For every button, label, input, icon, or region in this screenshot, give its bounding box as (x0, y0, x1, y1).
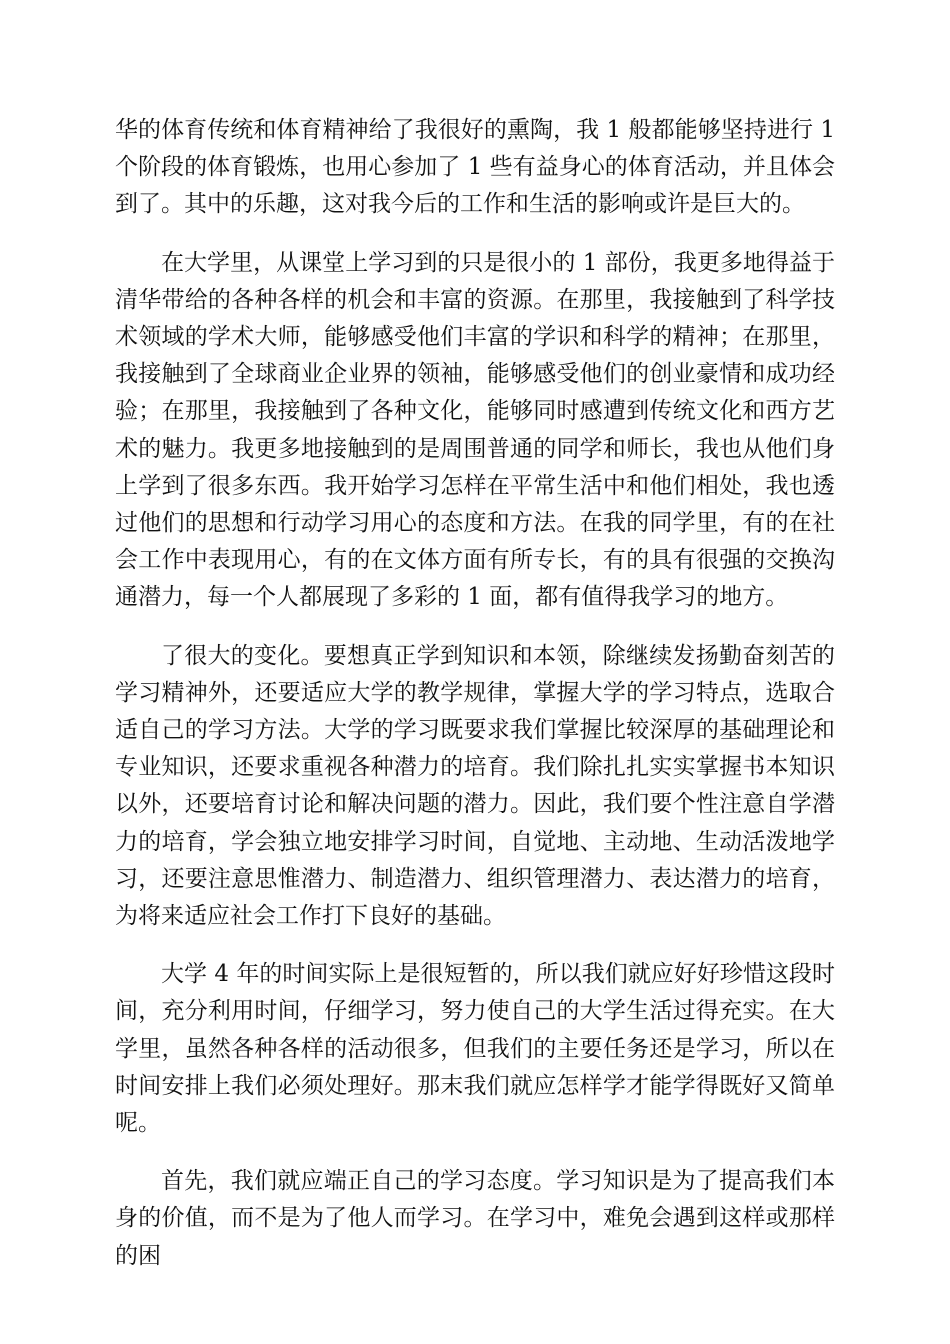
paragraph-2: 在大学里，从课堂上学习到的只是很小的 1 部份，我更多地得益于清华带给的各种各样的机会和丰富的资源。在那里，我接触到了科学技术领域的学术大师，能够感受他们丰富的学识和科学的精神；在那里，我接触到了全球商业企业界的领袖，能够感受他们的创业豪情和成功经验；在那里，我接触到了各种文化，能够同时感遭到传统文化和西方艺术的魅力。我更多地接触到的是周围普通的同学和师长，我也从他们身上学到了很多东西。我开始学习怎样在平常生活中和他们相处，我也透过他们的思想和行动学习用心的态度和方法。在我的同学里，有的在社会工作中表现用心，有的在文体方面有所专长，有的具有很强的交换沟通潜力，每一个人都展现了多彩的 1 面，都有值得我学习的地方。 (115, 249, 835, 611)
paragraph-4: 大学 4 年的时间实际上是很短暂的，所以我们就应好好珍惜这段时间，充分利用时间，仔细学习，努力使自己的大学生活过得充实。在大学里，虽然各种各样的活动很多，但我们的主要任务还是学习，所以在时间安排上我们必须处理好。那末我们就应怎样学才能学得既好又简单呢。 (115, 961, 835, 1137)
paragraph-3: 了很大的变化。要想真正学到知识和本领，除继续发扬勤奋刻苦的学习精神外，还要适应大学的教学规律，掌握大学的学习特点，选取合适自己的学习方法。大学的学习既要求我们掌握比较深厚的基础理论和专业知识，还要求重视各种潜力的培育。我们除扎扎实实掌握书本知识以外，还要培育讨论和解决问题的潜力。因此，我们要个性注意自学潜力的培育，学会独立地安排学习时间，自觉地、主动地、生动活泼地学习，还要注意思惟潜力、制造潜力、组织管理潜力、表达潜力的培育，为将来适应社会工作打下良好的基础。 (115, 642, 835, 930)
document-body (115, 112, 835, 1275)
paragraph-5: 首先，我们就应端正自己的学习态度。学习知识是为了提高我们本身的价值，而不是为了他人而学习。在学习中，难免会遇到这样或那样的困 (115, 1168, 835, 1269)
paragraph-1: 华的体育传统和体育精神给了我很好的熏陶，我 1 般都能够坚持进行 1 个阶段的体育锻炼，也用心参加了 1 些有益身心的体育活动，并且体会到了。其中的乐趣，这对我今后的工作和生活的影响或许是巨大的。 (115, 117, 835, 218)
